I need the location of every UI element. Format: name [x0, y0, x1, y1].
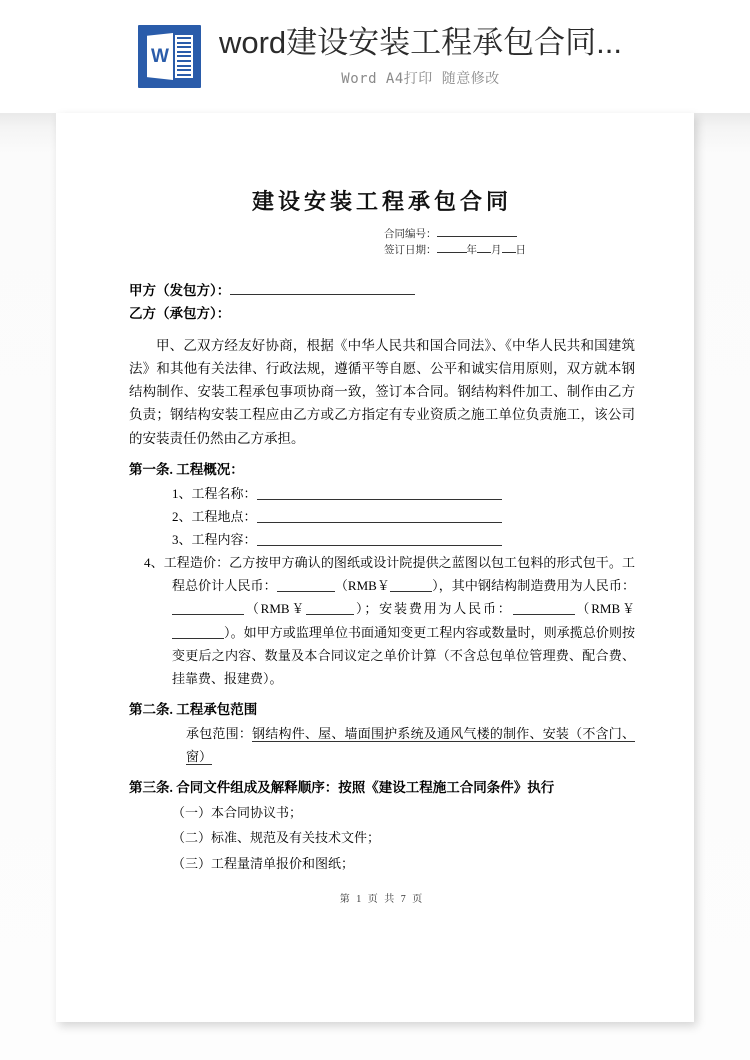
- sign-date-day-unit: 日: [515, 245, 526, 257]
- sign-date-month-unit: 月: [491, 245, 502, 257]
- clause-3-item-1: （一）本合同协议书；: [172, 805, 303, 821]
- clause-1-item-3-label: 工程内容：: [191, 532, 257, 548]
- clause-2-scope-value: 钢结构件、屋、墙面围护系统及通风气楼的制作、安装（不含门、窗）: [186, 725, 635, 764]
- clause-1-item-1-num: 1、: [172, 485, 192, 501]
- clause-1-item-4: [129, 551, 635, 690]
- contract-number-row: [384, 227, 635, 243]
- sign-date-year-blank: [437, 252, 467, 253]
- party-b-row: [129, 302, 635, 326]
- sign-date-year-unit: 年: [466, 245, 477, 257]
- clause-1-installation-rmb-blank: [172, 627, 224, 639]
- clause-1-item-3-num: 3、: [172, 532, 192, 548]
- word-icon-text-lines: [175, 35, 193, 78]
- party-b-label: 乙方（承包方）：: [129, 306, 231, 322]
- clause-1-fabrication-cost-blank: [172, 603, 244, 615]
- clause-3-item-3: （三）工程量清单报价和图纸；: [172, 855, 355, 871]
- clause-1-item-1-label: 工程名称：: [191, 485, 257, 501]
- preamble-paragraph: 甲、乙双方经友好协商，根据《中华人民共和国合同法》、《中华人民共和国建筑法》和其他有关法律、行政法规，遵循平等自愿、公平和诚实信用原则，双方就本钢结构制作、安装工程承包事项协商一致，签订本合同。钢结构料件加工、制作由乙方负责；钢结构安装工程应由乙方或乙方指定有专业资质之施工单位负责施工，该公司的安装责任仍然由乙方承担。: [129, 337, 635, 446]
- document-title: 建设安装工程承包合同: [251, 189, 512, 214]
- clause-1-item-1-blank: [257, 487, 502, 500]
- party-a-blank: [230, 294, 415, 295]
- clause-1-total-price-blank: [277, 580, 335, 592]
- document-canvas: [0, 113, 750, 1060]
- clause-1-item-2: [129, 505, 635, 528]
- clause-1-item-4-num: 4、: [144, 555, 164, 571]
- document-page-body: [129, 113, 635, 1022]
- page-footer: 第 1 页 共 7 页: [339, 894, 425, 906]
- clause-1-item-2-num: 2、: [172, 508, 192, 524]
- clause-1-item-2-blank: [257, 510, 502, 523]
- clause-1-installation-cost-blank: [513, 603, 575, 615]
- sign-date-day-blank: [502, 252, 516, 253]
- clause-1-item-4-seg5: ）；安装费用为人民币：: [354, 601, 513, 617]
- sign-date-month-blank: [477, 252, 491, 253]
- clause-1-fabrication-rmb-blank: [306, 603, 354, 615]
- clause-3-item-2: （二）标准、规范及有关技术文件；: [172, 830, 381, 846]
- clause-1-item-3-blank: [257, 533, 502, 546]
- page-header: [0, 0, 750, 113]
- clause-3-heading: 第三条. 合同文件组成及解释顺序：按照《建设工程施工合同条件》执行: [129, 780, 555, 796]
- clause-1-total-price-rmb-blank: [390, 580, 432, 592]
- clause-1-item-4-seg2: （RMB￥: [334, 578, 391, 594]
- clause-1-item-4-seg7: ）。如甲方或监理单位书面通知变更工程内容或数量时，则承揽总价则按变更后之内容、数量及本合同议定之单价计算（不含总包单位管理费、配合费、挂靠费、报建费）。: [172, 624, 635, 686]
- clause-2-heading: 第二条. 工程承包范围: [129, 701, 258, 717]
- sign-date-row: [384, 243, 635, 259]
- parties-block: [129, 279, 635, 326]
- clause-1-item-1: [129, 482, 635, 505]
- party-a-label: 甲方（发包方）：: [129, 282, 231, 298]
- document-page: [56, 113, 694, 1022]
- sign-date-label: 签订日期：: [384, 245, 437, 257]
- clause-1-item-3: [129, 528, 635, 551]
- contract-number-blank: [437, 236, 517, 237]
- clause-2-scope-row: [129, 722, 635, 768]
- header-title: word建设安装工程承包合同...: [218, 24, 623, 60]
- clause-2-scope-label: 承包范围：: [186, 725, 253, 741]
- word-icon-letter: W: [151, 45, 169, 67]
- clause-1-heading: 第一条. 工程概况：: [129, 461, 244, 477]
- clause-1-item-2-label: 工程地点：: [191, 508, 257, 524]
- document-meta-block: [129, 227, 635, 260]
- clause-1-item-4-seg1: 工程造价：乙方按甲方确认的图纸或设计院提供之蓝图以包工包料的形式包干。工程总价计人民币：: [163, 555, 635, 594]
- party-a-row: [129, 279, 635, 303]
- contract-number-label: 合同编号：: [384, 229, 437, 240]
- header-text-block: [219, 25, 622, 89]
- word-document-icon: [138, 25, 201, 88]
- clause-1-item-4-seg3: ），其中钢结构制造费用为人民币：: [432, 578, 635, 594]
- header-inner: [138, 25, 622, 89]
- clause-1-item-4-seg4: （RMB￥: [244, 601, 307, 617]
- clause-1-item-4-seg6: （RMB￥: [574, 601, 635, 617]
- header-subtitle: Word A4打印 随意修改: [341, 71, 500, 88]
